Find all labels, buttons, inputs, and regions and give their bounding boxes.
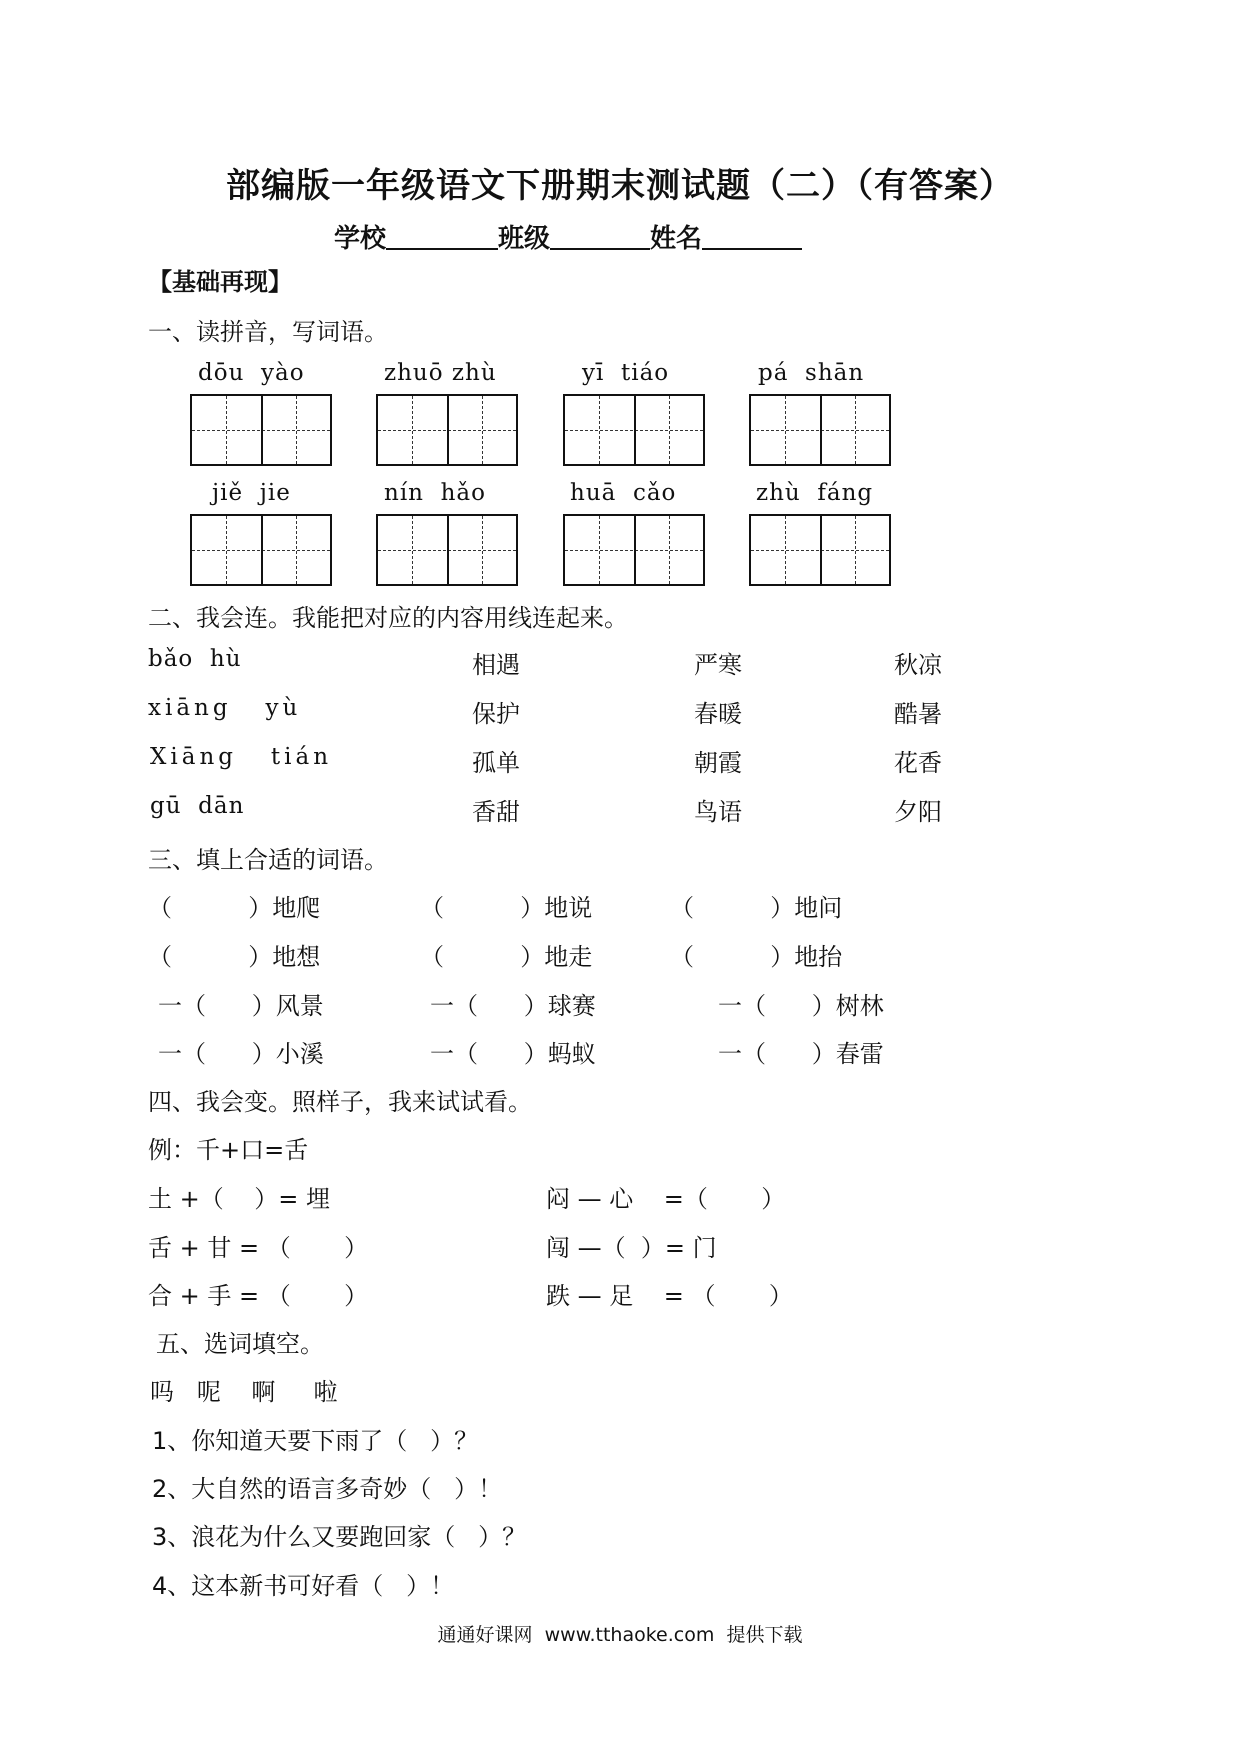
q2-pinyin: Xiāng tián — [150, 744, 333, 770]
q4-item[interactable]: 闯 —（ ）= 门 — [546, 1234, 717, 1262]
school-label: 学校 — [334, 224, 387, 254]
q1-pinyin: zhù fáng — [756, 480, 874, 506]
q3-blank[interactable]: （ ）地想 — [148, 943, 321, 971]
q3-blank[interactable]: 一（ ）蚂蚁 — [430, 1040, 596, 1068]
footer-credit: 通通好课网 www.tthaoke.com 提供下载 — [437, 1624, 803, 1646]
q1-pinyin: yī tiáo — [582, 360, 670, 386]
q1-pinyin: huā cǎo — [570, 480, 677, 506]
q1-pinyin: zhuō zhù — [384, 360, 497, 386]
q2-pinyin: bǎo hù — [148, 646, 242, 672]
school-blank[interactable] — [386, 248, 498, 250]
writing-grid[interactable] — [563, 394, 705, 466]
q1-heading: 一、读拼音，写词语。 — [148, 318, 388, 346]
q4-item[interactable]: 合 + 手 = （ ） — [148, 1282, 369, 1310]
q2-word[interactable]: 酷暑 — [894, 700, 942, 728]
q4-item[interactable]: 舌 + 甘 = （ ） — [148, 1234, 369, 1262]
q5-heading: 五、选词填空。 — [156, 1330, 324, 1358]
q3-blank[interactable]: 一（ ）球赛 — [430, 992, 596, 1020]
q2-word[interactable]: 夕阳 — [894, 798, 942, 826]
q3-blank[interactable]: （ ）地说 — [420, 894, 593, 922]
name-label: 姓名 — [650, 224, 703, 254]
q1-pinyin: jiě jie — [212, 480, 291, 506]
class-blank[interactable] — [550, 248, 650, 250]
q1-pinyin: nín hǎo — [384, 480, 486, 506]
q3-heading: 三、填上合适的词语。 — [148, 846, 388, 874]
q5-word-choices: 吗 呢 啊 啦 — [150, 1378, 338, 1406]
q5-item[interactable]: 4、这本新书可好看（ ）！ — [152, 1572, 455, 1600]
q1-pinyin: pá shān — [758, 360, 865, 386]
q2-word[interactable]: 鸟语 — [694, 798, 742, 826]
q5-item[interactable]: 3、浪花为什么又要跑回家（ ）？ — [152, 1523, 527, 1551]
q3-blank[interactable]: （ ）地爬 — [148, 894, 321, 922]
q2-word[interactable]: 严寒 — [694, 651, 742, 679]
q3-blank[interactable]: 一（ ）风景 — [158, 992, 324, 1020]
writing-grid[interactable] — [563, 514, 705, 586]
q2-word[interactable]: 秋凉 — [894, 651, 942, 679]
q2-word[interactable]: 朝霞 — [694, 749, 742, 777]
class-label: 班级 — [498, 224, 551, 254]
q3-blank[interactable]: 一（ ）小溪 — [158, 1040, 324, 1068]
q5-item[interactable]: 2、大自然的语言多奇妙（ ）！ — [152, 1475, 503, 1503]
q4-heading: 四、我会变。照样子，我来试试看。 — [148, 1088, 532, 1116]
q2-heading: 二、我会连。我能把对应的内容用线连起来。 — [148, 604, 628, 632]
q2-word[interactable]: 相遇 — [472, 651, 520, 679]
q5-item[interactable]: 1、你知道天要下雨了（ ）？ — [152, 1427, 479, 1455]
writing-grid[interactable] — [376, 394, 518, 466]
q4-item[interactable]: 闷 — 心 =（ ） — [546, 1185, 786, 1213]
writing-grid[interactable] — [749, 514, 891, 586]
q3-blank[interactable]: （ ）地走 — [420, 943, 593, 971]
q2-word[interactable]: 花香 — [894, 749, 942, 777]
q3-blank[interactable]: （ ）地问 — [670, 894, 843, 922]
q1-pinyin: dōu yào — [198, 360, 305, 386]
name-blank[interactable] — [702, 248, 802, 250]
writing-grid[interactable] — [749, 394, 891, 466]
q3-blank[interactable]: （ ）地抬 — [670, 943, 843, 971]
q4-item[interactable]: 跌 — 足 = （ ） — [546, 1282, 793, 1310]
q4-item[interactable]: 土 +（ ）= 埋 — [148, 1185, 330, 1213]
q2-pinyin: gū dān — [150, 793, 245, 819]
q2-word[interactable]: 保护 — [472, 700, 520, 728]
q3-blank[interactable]: 一（ ）树林 — [718, 992, 884, 1020]
q4-example: 例：千+口=舌 — [148, 1136, 309, 1164]
q2-word[interactable]: 孤单 — [472, 749, 520, 777]
q2-word[interactable]: 春暖 — [694, 700, 742, 728]
writing-grid[interactable] — [190, 394, 332, 466]
q2-pinyin: xiāng yù — [148, 695, 302, 721]
writing-grid[interactable] — [376, 514, 518, 586]
section-heading: 【基础再现】 — [148, 268, 292, 296]
q2-word[interactable]: 香甜 — [472, 798, 520, 826]
writing-grid[interactable] — [190, 514, 332, 586]
page-title: 部编版一年级语文下册期末测试题（二）（有答案） — [226, 166, 1014, 206]
q3-blank[interactable]: 一（ ）春雷 — [718, 1040, 884, 1068]
